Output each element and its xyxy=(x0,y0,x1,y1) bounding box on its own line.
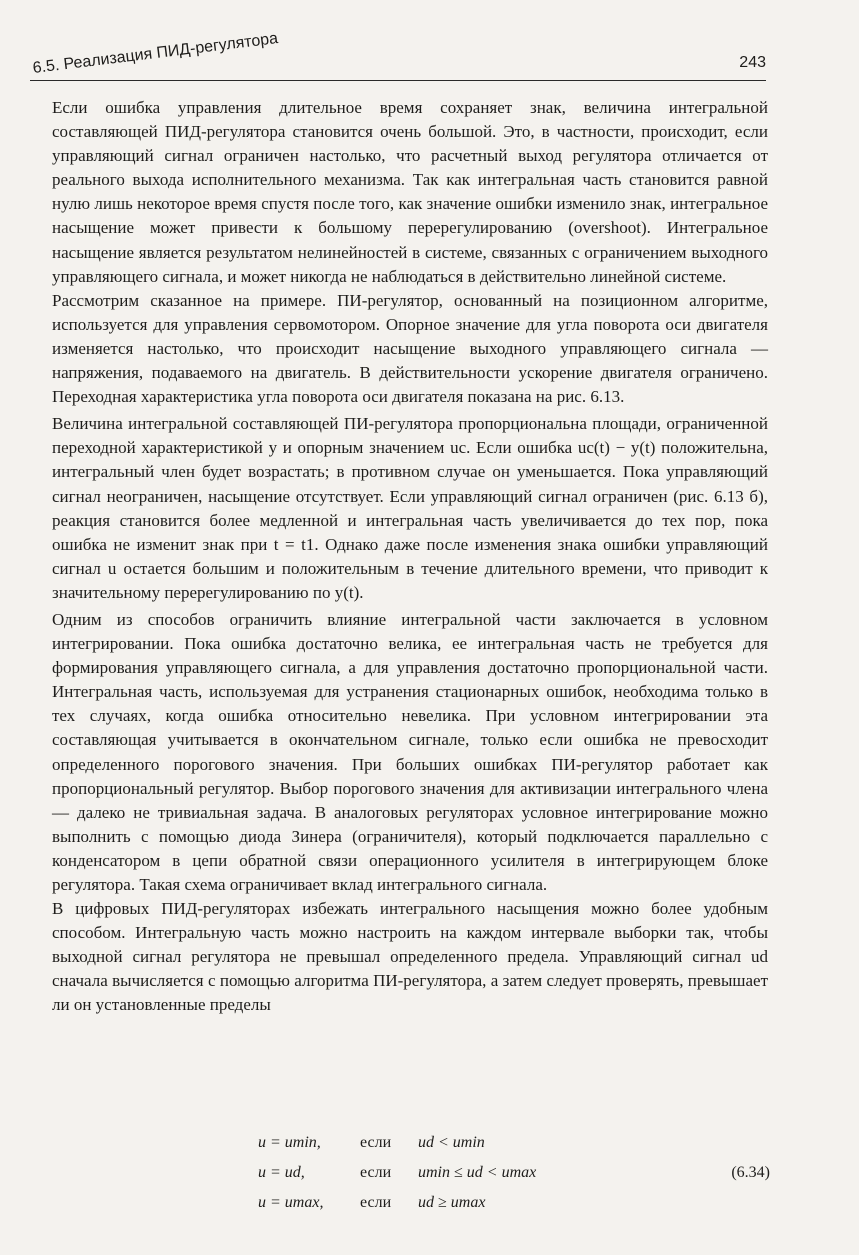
paragraph-example: Рассмотрим сказанное на примере. ПИ-регулятор, основанный на позиционном алгоритме, используется для управления сервомотором. Опорное значение для угла поворота оси двигателя изменяется настолько, что происходит насыщение выходного управляющего сигнала — напряжения, подаваемого на двигатель. В действительности ускорение двигателя ограничено. Переходная характеристика угла поворота оси двигателя показана на рис. 6.13. xyxy=(52,290,768,407)
page-number: 243 xyxy=(739,54,766,71)
equation-condition: ud < umin xyxy=(418,1134,485,1151)
equation-lhs: u = ud, xyxy=(258,1164,305,1181)
equation-lhs: u = umax, xyxy=(258,1194,324,1211)
equation-condition: umin ≤ ud < umax xyxy=(418,1164,537,1181)
equation-6-34 xyxy=(258,1134,770,1224)
paragraph-digital-pid: В цифровых ПИД-регуляторах избежать интегрального насыщения можно более удобным способом. Интегральную часть можно настроить на каждом интервале выборки так, чтобы выходной сигнал регулятора не превышал определенного предела. Управляющий сигнал ud сначала вычисляется с помощью алгоритма ПИ-регулятора, а затем следует проверять, превышает ли он установленные пределы xyxy=(52,899,768,1015)
equation-if: если xyxy=(360,1134,392,1151)
equation-lhs: u = umin, xyxy=(258,1134,321,1151)
paragraph-conditional-integration: Одним из способов ограничить влияние интегральной части заключается в условном интегрировании. Пока ошибка достаточно велика, ее интегральная часть не требуется для формирования управляющего сигнала, а для управления достаточно пропорциональной части. Интегральная часть, используемая для устранения стационарных ошибок, необходима только в тех случаях, когда ошибка относительно невелика. При условном интегрировании эта составляющая учитывается в окончательном сигнале, только если ошибка не превосходит определенного порогового значения. При больших ошибках ПИ-регулятор работает как пропорциональный регулятор. Выбор порогового значения для активизации интегрального члена — далеко не тривиальная задача. В аналоговых регуляторах условное интегрирование можно выполнить с помощью диода Зинера (ограничителя), который подключается параллельно с конденсатором в цепи обратной связи операционного усилителя в интегрирующем блоке регулятора. Такая схема ограничивает вклад интегрального сигнала. xyxy=(52,609,768,894)
body-text xyxy=(52,96,768,1018)
running-head xyxy=(30,30,766,81)
section-title: 6.5. Реализация ПИД-регулятора xyxy=(31,30,279,78)
equation-condition: ud ≥ umax xyxy=(418,1194,486,1211)
paragraph-integral-area: Величина интегральной составляющей ПИ-регулятора пропорциональна площади, ограниченной переходной характеристикой y и опорным значением uc. Если ошибка uc(t) − y(t) положительна, интегральный член будет возрастать; в противном случае он уменьшается. Пока управляющий сигнал неограничен, насыщение отсутствует. Если управляющий сигнал ограничен (рис. 6.13 б), реакция становится более медленной и интегральная часть увеличивается до тех пор, пока ошибка не изменит знак при t = t1. Однако даже после изменения знака ошибки управляющий сигнал u остается большим и положительным в течение длительного времени, что приводит к значительному перерегулированию по y(t). xyxy=(52,414,768,602)
equation-number: (6.34) xyxy=(731,1164,770,1181)
paragraph-integral-saturation: Если ошибка управления длительное время сохраняет знак, величина интегральной составляющей ПИД-регулятора становится очень большой. Это, в частности, происходит, если управляющий сигнал ограничен настолько, что расчетный выход регулятора отличается от реального выхода исполнительного механизма. Так как интегральная часть становится равной нулю лишь некоторое время спустя после того, как значение ошибки изменило знак, интегральное насыщение может привести к большому перерегулированию (overshoot). Интегральное насыщение является результатом нелинейностей в системе, связанных с ограничением выходного управляющего сигнала, и может никогда не наблюдаться в действительно линейной системе. xyxy=(52,98,768,286)
equation-row xyxy=(258,1194,770,1224)
equation-if: если xyxy=(360,1194,392,1211)
equation-row xyxy=(258,1164,770,1194)
equation-row xyxy=(258,1134,770,1164)
equation-if: если xyxy=(360,1164,392,1181)
